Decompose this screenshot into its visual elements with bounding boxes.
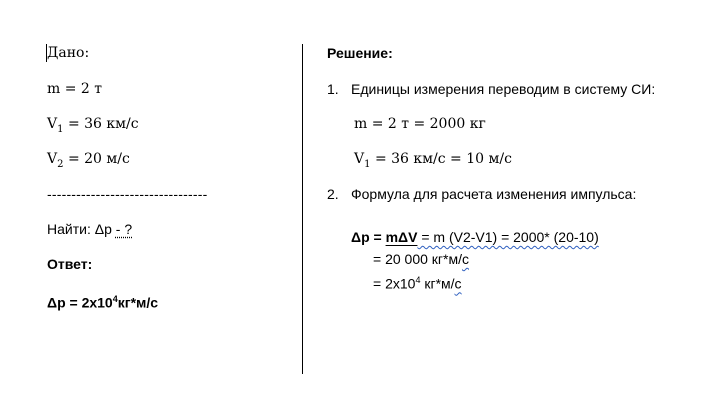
find-suffix: - ? [115,221,133,237]
formula-lhs: Δp = [351,229,386,245]
step-1-number: 1. [327,81,339,97]
formula-line-3 [373,271,462,293]
formula-line-2-text: = 20 000 кг*м/ [373,251,462,267]
conv-v1-symbol: V [354,151,365,167]
formula-m-delta-v: mΔV [385,229,418,245]
conv-v1-subscript: 1 [364,158,371,170]
answer-unit: кг*м/с [117,294,159,311]
given-mass: m = 2 т [47,81,103,97]
conv-v1-value: = 36 км/с = 10 м/с [370,151,512,167]
step-2-number: 2. [327,186,339,202]
separator-line: --------------------------------- [47,186,208,202]
find-line [47,220,132,238]
v2-value: = 20 м/с [63,151,130,167]
find-prefix: Найти: Δp [47,221,116,237]
step-1-text: Единицы измерения переводим в систему СИ: [351,81,656,97]
v1-symbol: V [47,116,58,132]
conversion-velocity [354,150,512,174]
given-label: Дано: [47,45,90,61]
column-divider [302,44,303,374]
v2-subscript: 2 [57,158,64,170]
step-2-text: Формула для расчета изменения импульса: [351,186,637,202]
solution-label: Решение: [327,45,393,61]
formula-line-2-tail: с [461,251,469,267]
formula-line-3-exponent: 4 [415,275,421,285]
formula-line-3-mid: кг*м/ [420,275,455,292]
conversion-mass: m = 2 т = 2000 кг [354,116,486,132]
given-velocity-1 [47,115,139,139]
answer-exponent: 4 [112,294,118,304]
step-1 [327,80,655,98]
answer-lhs: Δp = [47,294,82,311]
step-2 [327,185,636,203]
formula-line-1 [351,228,599,246]
answer-line [47,290,158,312]
formula-line-2 [373,250,469,268]
given-velocity-2 [47,150,130,174]
answer-label: Ответ: [47,256,93,272]
v1-value: = 36 км/с [63,116,139,132]
answer-base: 2х10 [81,294,113,311]
v1-subscript: 1 [57,123,64,135]
formula-line-3-text: = 2х10 [373,275,416,292]
v2-symbol: V [47,151,58,167]
formula-line-3-tail: с [454,275,462,292]
formula-rest: = m (V2-V1) = 2000* (20-10) [417,229,599,245]
